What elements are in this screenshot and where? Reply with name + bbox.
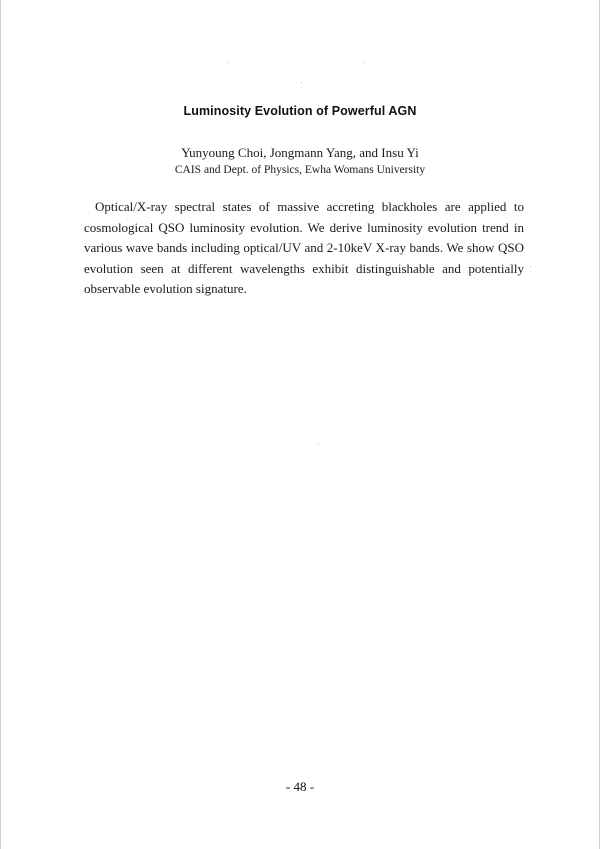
page-number: - 48 - [285, 779, 315, 794]
scan-speck [364, 62, 365, 63]
author-list: Yunyoung Choi, Jongmann Yang, and Insu Yi [181, 145, 419, 160]
scan-speck [318, 443, 319, 444]
paper-title: Luminosity Evolution of Powerful AGN [183, 104, 417, 118]
scan-speck [530, 266, 531, 267]
scan-speck [228, 62, 229, 63]
author-affiliation: CAIS and Dept. of Physics, Ewha Womans University [174, 164, 426, 176]
scan-speck [301, 82, 302, 83]
abstract-paragraph: Optical/X-ray spectral states of massive accreting blackholes are applied to cosmological QSO luminosity evolution. We derive luminosity evolution trend in various wave bands including optical/UV and 2-10keV X-ray bands. We show QSO evolution seen at different wavelengths exhibit distinguishable and potentially observable evolution signature. [84, 199, 524, 296]
